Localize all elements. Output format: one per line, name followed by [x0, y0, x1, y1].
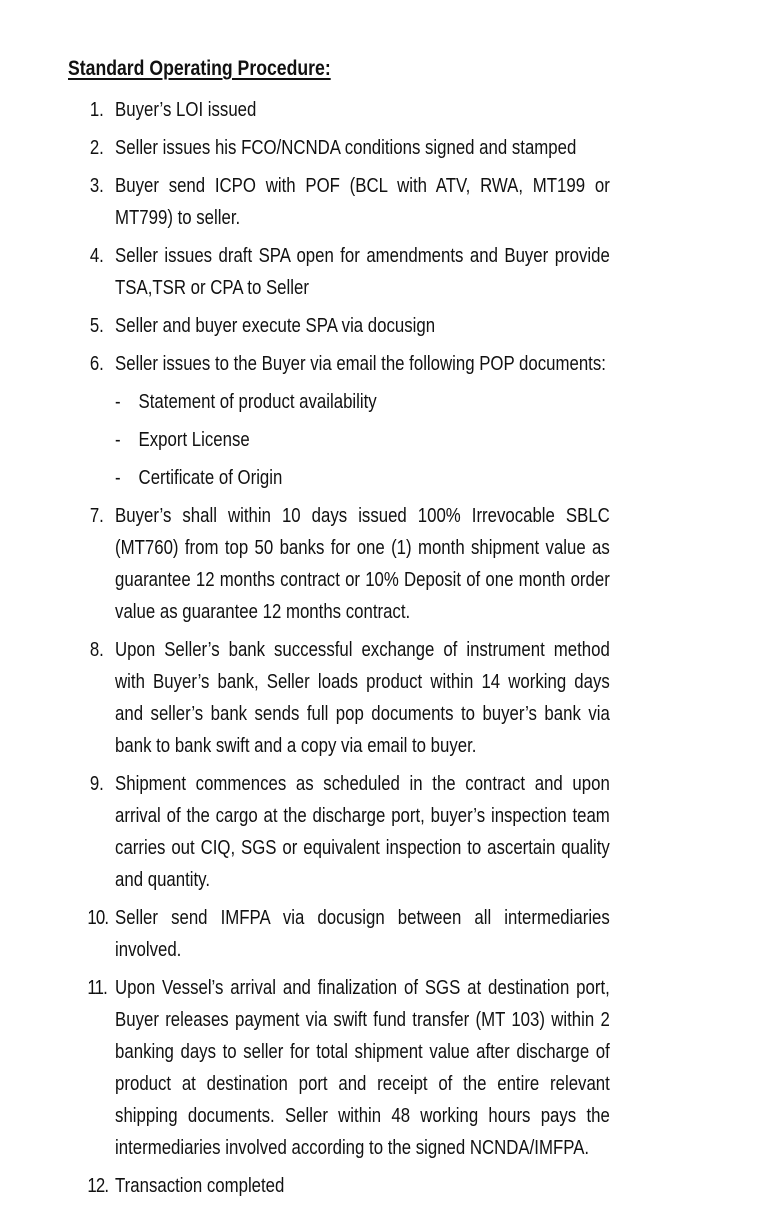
bullet-dash: - — [115, 429, 121, 451]
procedure-step — [68, 132, 610, 164]
step-number: 6. — [89, 353, 104, 375]
procedure-step — [68, 310, 610, 342]
step-number: 7. — [89, 505, 104, 527]
procedure-step — [68, 170, 610, 234]
procedure-step — [68, 348, 610, 494]
pop-document-item — [115, 424, 610, 456]
step-number: 8. — [89, 639, 104, 661]
step-text: Seller issues draft SPA open for amendments and Buyer provide TSA,TSR or CPA to Seller — [115, 245, 610, 299]
procedure-steps-list — [68, 94, 610, 1202]
step-number: 9. — [89, 773, 104, 795]
step-text: Buyer’s shall within 10 days issued 100% Irrevocable SBLC (MT760) from top 50 banks for one (1) month shipment value as guarantee 12 months contract or 10% Deposit of one month order value as guarantee 12 months contract. — [115, 505, 610, 623]
step-text: Upon Vessel’s arrival and finalization of SGS at destination port, Buyer releases payment via swift fund transfer (MT 103) within 2 banking days to seller for total shipment value after discharge of product at destination port and receipt of the entire relevant shipping documents. Seller within 48 working hours pays the intermediaries involved according to the signed NCNDA/IMFPA. — [115, 977, 610, 1159]
bullet-dash: - — [115, 467, 121, 489]
bullet-dash: - — [115, 391, 121, 413]
step-text: Transaction completed — [115, 1175, 285, 1197]
procedure-step — [68, 972, 610, 1164]
step-number: 2. — [89, 137, 104, 159]
step-number: 4. — [89, 245, 104, 267]
step-text: Seller issues to the Buyer via email the following POP documents: — [115, 353, 606, 375]
sub-item-text: Export License — [138, 429, 250, 451]
procedure-step — [68, 902, 610, 966]
step-number: 11. — [87, 977, 107, 999]
step-text: Seller send IMFPA via docusign between all intermediaries involved. — [115, 907, 610, 961]
pop-document-item — [115, 386, 610, 418]
step-number: 10. — [87, 907, 109, 929]
pop-document-item — [115, 462, 610, 494]
sub-item-text: Certificate of Origin — [138, 467, 283, 489]
pop-documents-list — [115, 386, 610, 494]
sub-item-text: Statement of product availability — [138, 391, 377, 413]
procedure-step — [68, 768, 610, 896]
step-text: Upon Seller’s bank successful exchange of instrument method with Buyer’s bank, Seller loads product within 14 working days and seller’s bank sends full pop documents to buyer’s bank via bank to bank swift and a copy via email to buyer. — [115, 639, 610, 757]
document-title: Standard Operating Procedure: — [68, 57, 331, 80]
procedure-step — [68, 94, 610, 126]
document-body — [68, 56, 610, 1208]
procedure-step — [68, 500, 610, 628]
procedure-step — [68, 240, 610, 304]
step-text: Seller and buyer execute SPA via docusign — [115, 315, 436, 337]
step-text: Buyer’s LOI issued — [115, 99, 257, 121]
step-number: 3. — [89, 175, 104, 197]
step-text: Seller issues his FCO/NCNDA conditions signed and stamped — [115, 137, 577, 159]
step-text: Buyer send ICPO with POF (BCL with ATV, RWA, MT199 or MT799) to seller. — [115, 175, 610, 229]
step-number: 12. — [87, 1175, 109, 1197]
procedure-step — [68, 634, 610, 762]
step-text: Shipment commences as scheduled in the contract and upon arrival of the cargo at the discharge port, buyer’s inspection team carries out CIQ, SGS or equivalent inspection to ascertain quality and quantity. — [115, 773, 610, 891]
step-number: 5. — [89, 315, 104, 337]
procedure-step — [68, 1170, 610, 1202]
step-number: 1. — [89, 99, 104, 121]
